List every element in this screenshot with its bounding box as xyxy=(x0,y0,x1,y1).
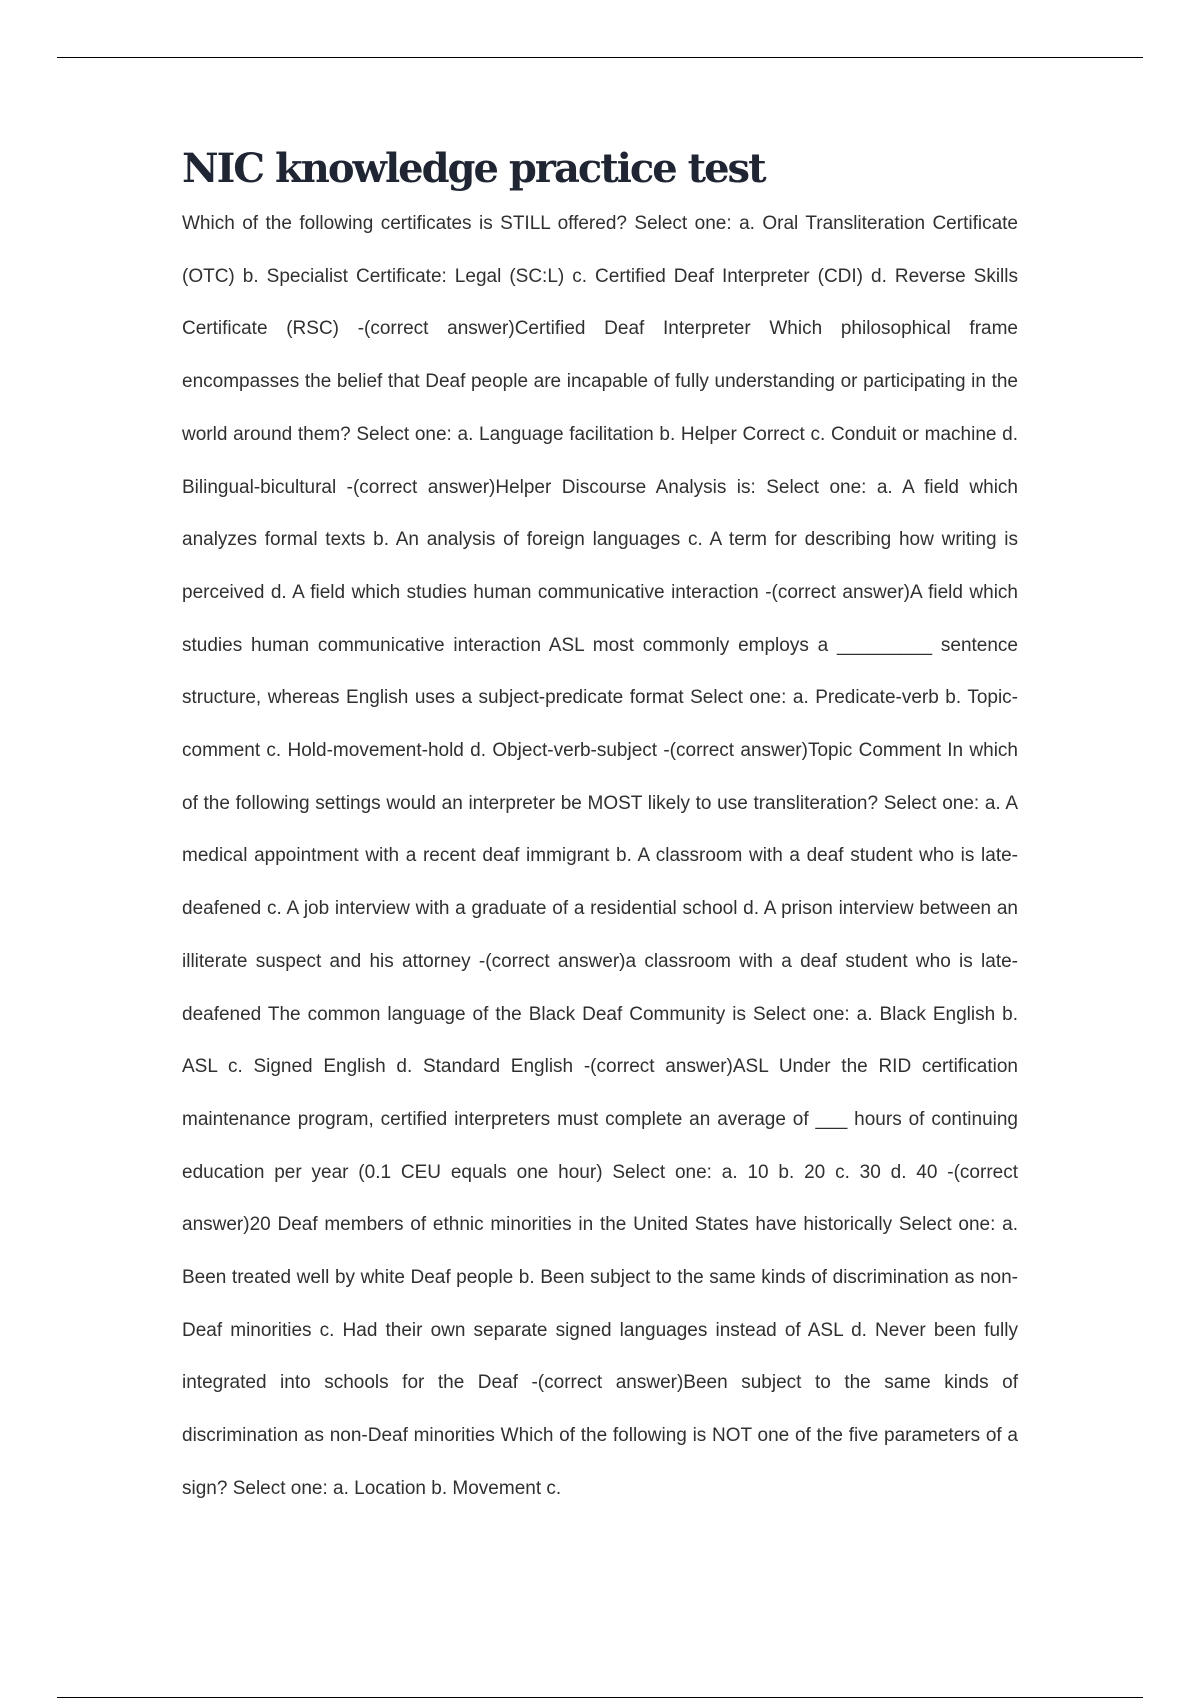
bottom-rule xyxy=(57,1697,1143,1698)
document-content xyxy=(182,140,1018,1516)
document-body: Which of the following certificates is STILL offered? Select one: a. Oral Transliteration Certificate (OTC) b. Specialist Certificate: Legal (SC:L) c. Certified Deaf Interpreter (CDI) d. Reverse Skills Certificate (RSC) -(correct answer)Certified Deaf Interpreter Which philosophical frame encompasses the belief that Deaf people are incapable of fully understanding or participating in the world around them? Select one: a. Language facilitation b. Helper Correct c. Conduit or machine d. Bilingual-bicultural -(correct answer)Helper Discourse Analysis is: Select one: a. A field which analyzes formal texts b. An analysis of foreign languages c. A term for describing how writing is perceived d. A field which studies human communicative interaction -(correct answer)A field which studies human communicative interaction ASL most commonly employs a _________ sentence structure, whereas English uses a subject-predicate format Select one: a. Predicate-verb b. Topic-comment c. Hold-movement-hold d. Object-verb-subject -(correct answer)Topic Comment In which of the following settings would an interpreter be MOST likely to use transliteration? Select one: a. A medical appointment with a recent deaf immigrant b. A classroom with a deaf student who is late-deafened c. A job interview with a graduate of a residential school d. A prison interview between an illiterate suspect and his attorney -(correct answer)a classroom with a deaf student who is late-deafened The common language of the Black Deaf Community is Select one: a. Black English b. ASL c. Signed English d. Standard English -(correct answer)ASL Under the RID certification maintenance program, certified interpreters must complete an average of ___ hours of continuing education per year (0.1 CEU equals one hour) Select one: a. 10 b. 20 c. 30 d. 40 -(correct answer)20 Deaf members of ethnic minorities in the United States have historically Select one: a. Been treated well by white Deaf people b. Been subject to the same kinds of discrimination as non-Deaf minorities c. Had their own separate signed languages instead of ASL d. Never been fully integrated into schools for the Deaf -(correct answer)Been subject to the same kinds of discrimination as non-Deaf minorities Which of the following is NOT one of the five parameters of a sign? Select one: a. Location b. Movement c. xyxy=(182,213,1018,1499)
document-title: NIC knowledge practice test xyxy=(182,145,765,192)
top-rule xyxy=(57,57,1143,58)
